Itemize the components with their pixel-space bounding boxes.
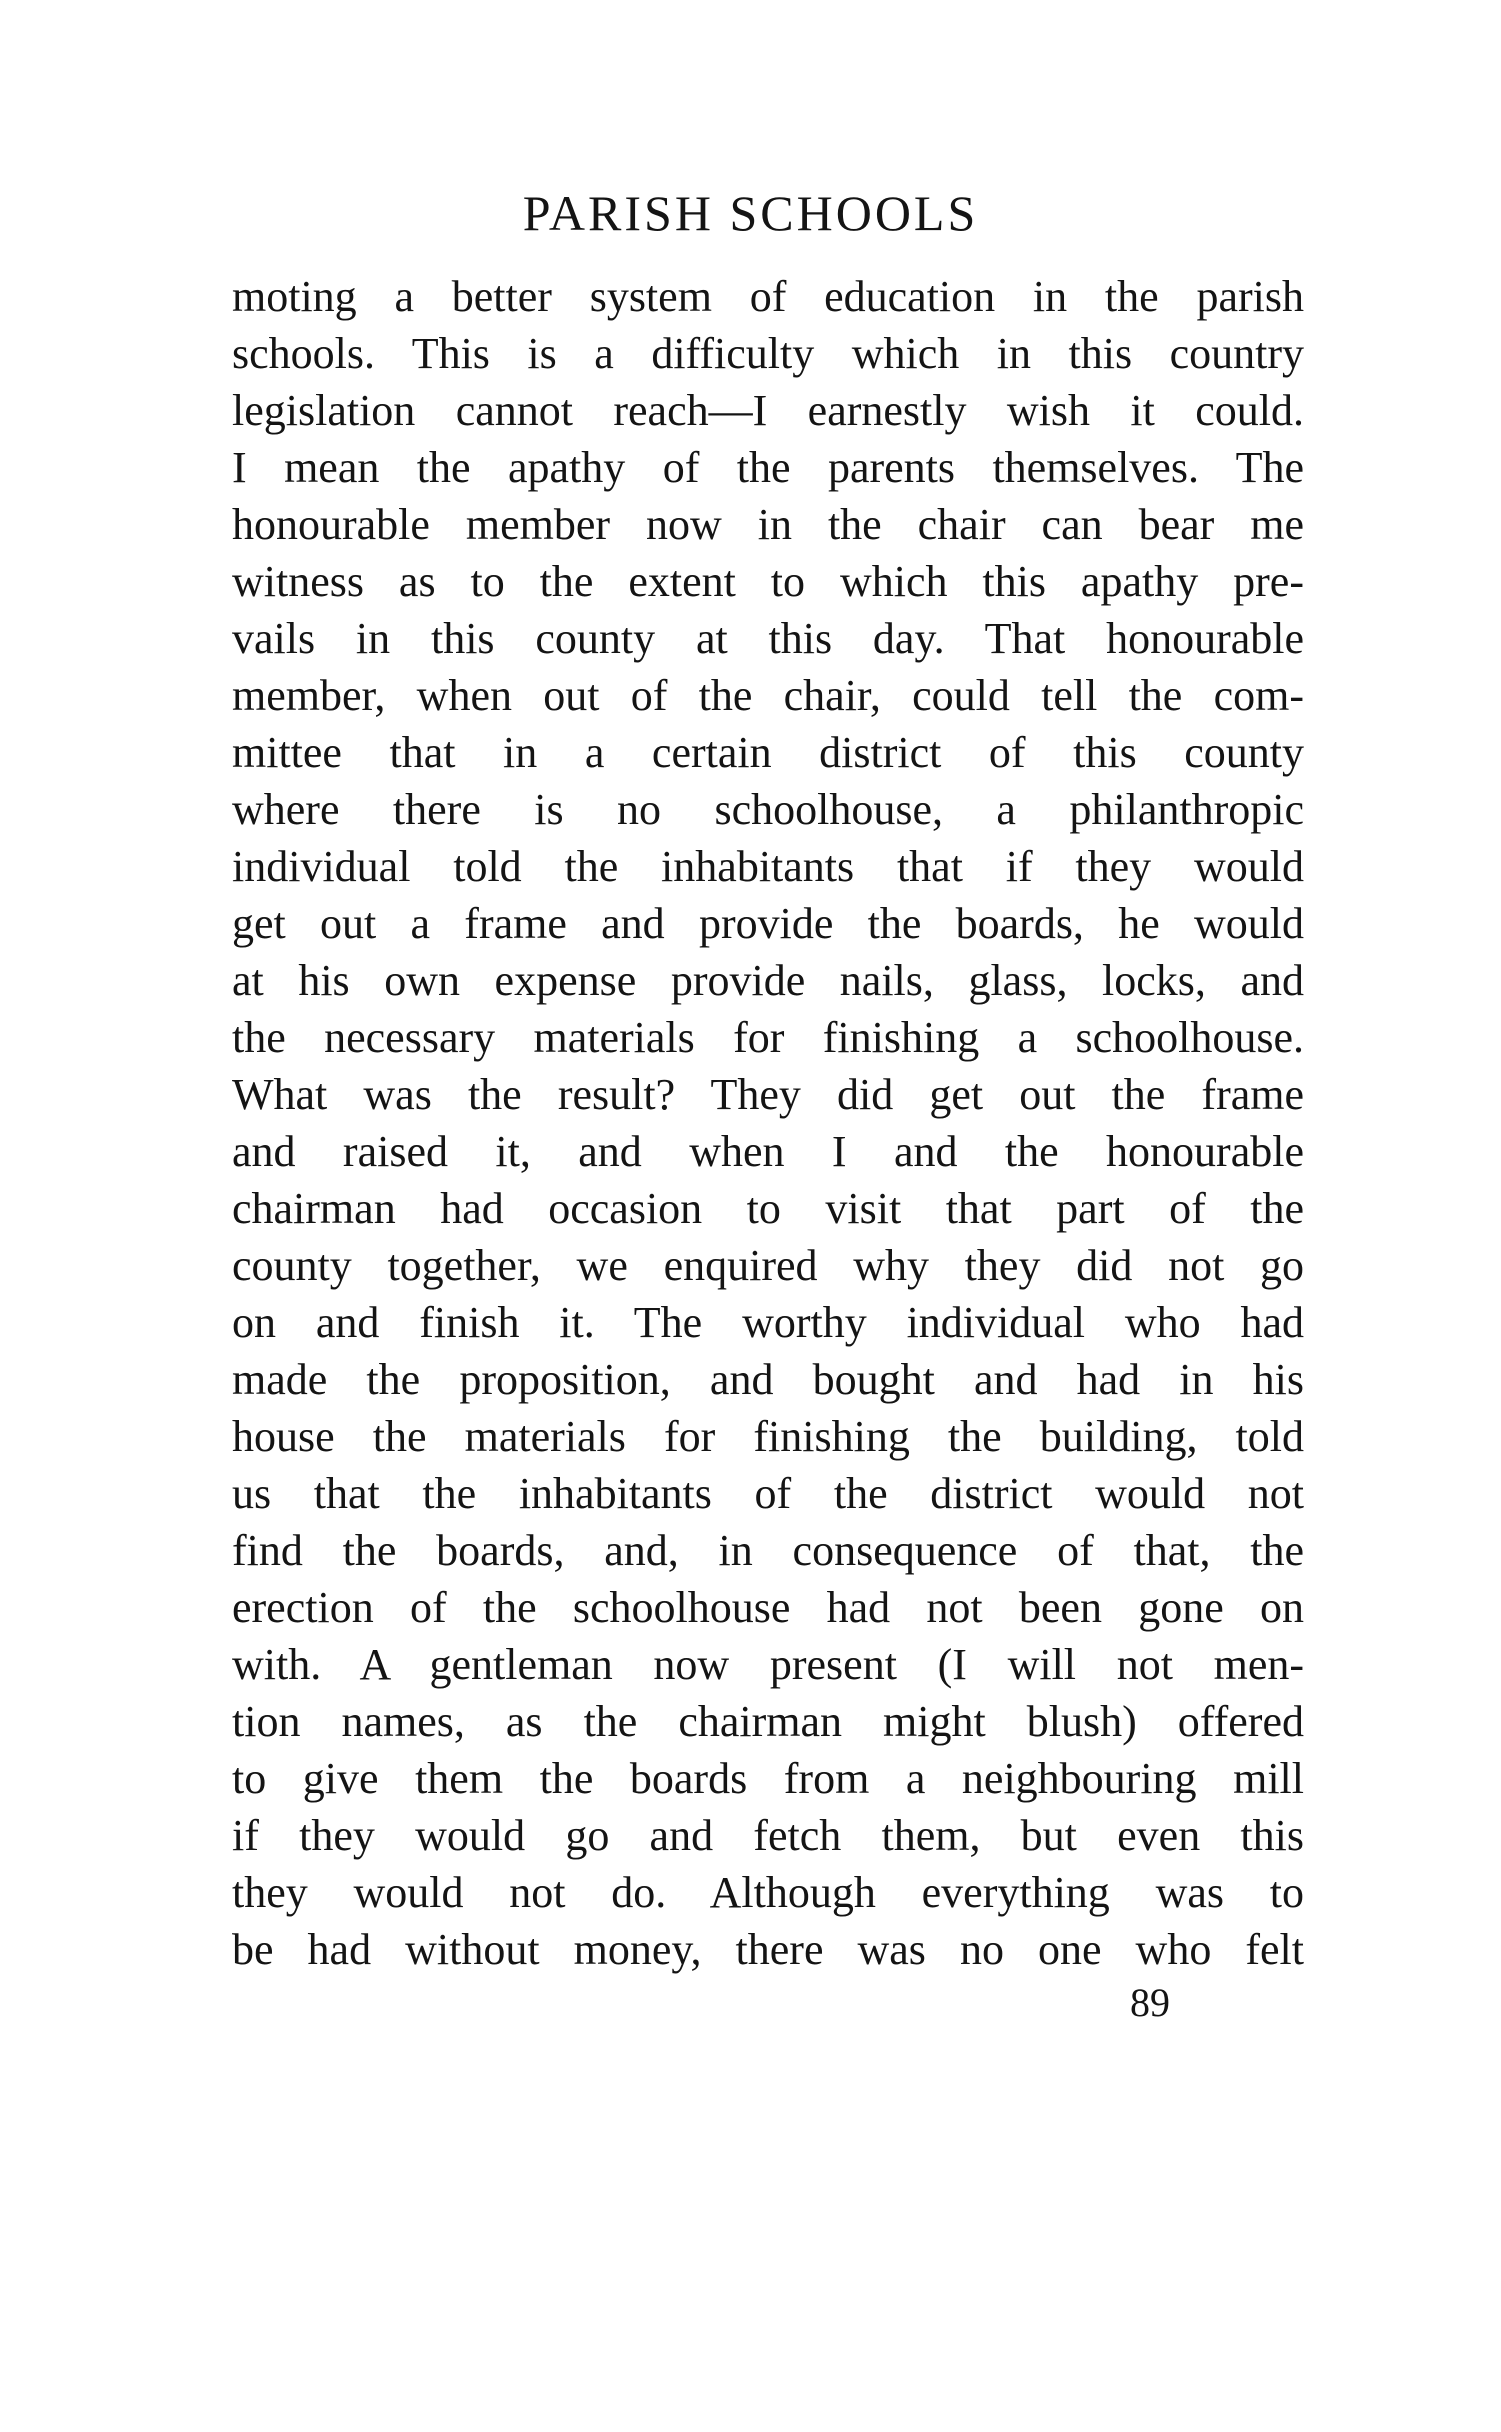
text-line: member, when out of the chair, could tell the com- <box>232 671 1304 720</box>
text-line: county together, we enquired why they did not go <box>232 1241 1304 1290</box>
text-line: us that the inhabitants of the district would not <box>232 1469 1304 1518</box>
body-text <box>232 268 1304 1978</box>
text-line: the necessary materials for finishing a schoolhouse. <box>232 1013 1304 1062</box>
text-line: honourable member now in the chair can bear me <box>232 500 1304 549</box>
text-line: house the materials for finishing the building, told <box>232 1412 1304 1461</box>
text-line: to give them the boards from a neighbouring mill <box>232 1754 1304 1803</box>
text-line: at his own expense provide nails, glass, locks, and <box>232 956 1304 1005</box>
text-line: chairman had occasion to visit that part of the <box>232 1184 1304 1233</box>
text-line: mittee that in a certain district of this county <box>232 728 1304 777</box>
text-line: witness as to the extent to which this apathy pre- <box>232 557 1304 606</box>
text-line: and raised it, and when I and the honourable <box>232 1127 1304 1176</box>
text-line: on and finish it. The worthy individual who had <box>232 1298 1304 1347</box>
text-line: schools. This is a difficulty which in this country <box>232 329 1304 378</box>
text-line: be had without money, there was no one who felt <box>232 1925 1304 1974</box>
text-line: vails in this county at this day. That honourable <box>232 614 1304 663</box>
text-line: tion names, as the chairman might blush) offered <box>232 1697 1304 1746</box>
text-line: they would not do. Although everything was to <box>232 1868 1304 1917</box>
page-number: 89 <box>1130 1980 1170 2025</box>
text-line: made the proposition, and bought and had in his <box>232 1355 1304 1404</box>
running-head: PARISH SCHOOLS <box>522 185 979 241</box>
text-line: I mean the apathy of the parents themselves. The <box>232 443 1304 492</box>
text-line: get out a frame and provide the boards, he would <box>232 899 1304 948</box>
text-line: legislation cannot reach—I earnestly wish it could. <box>232 386 1304 435</box>
text-line: erection of the schoolhouse had not been gone on <box>232 1583 1304 1632</box>
text-line: with. A gentleman now present (I will not men- <box>232 1640 1304 1689</box>
text-line: What was the result? They did get out the frame <box>232 1070 1304 1119</box>
text-line: moting a better system of education in the parish <box>232 272 1304 321</box>
text-line: where there is no schoolhouse, a philanthropic <box>232 785 1304 834</box>
text-line: find the boards, and, in consequence of that, the <box>232 1526 1304 1575</box>
text-line: if they would go and fetch them, but even this <box>232 1811 1304 1860</box>
text-line: individual told the inhabitants that if they would <box>232 842 1304 891</box>
